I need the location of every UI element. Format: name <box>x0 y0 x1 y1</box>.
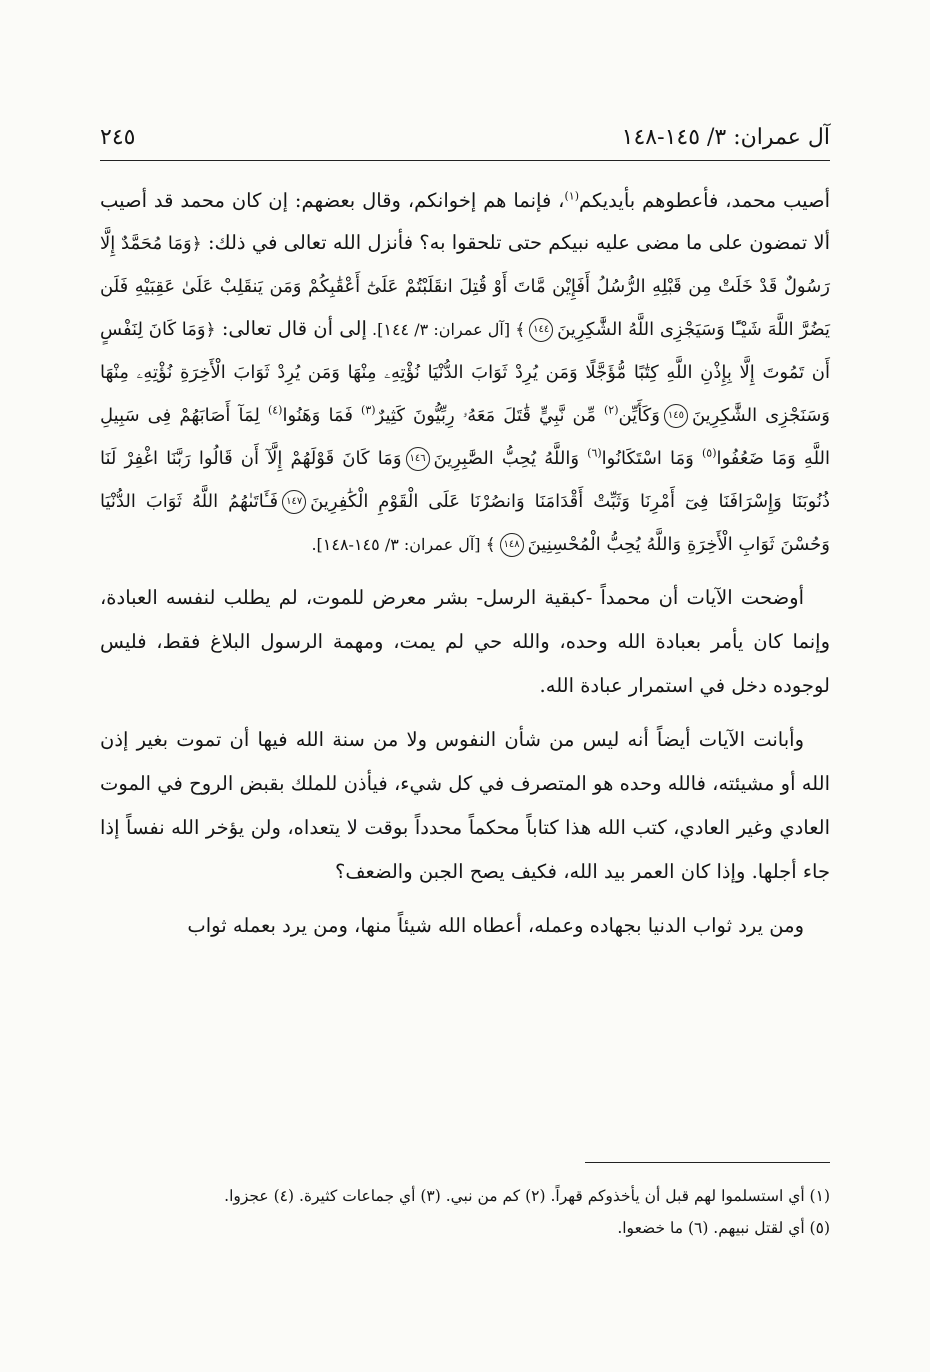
verse-number-marker: ١٤٤ <box>529 318 553 342</box>
quran-verse-146: مِّن نَّبِيٍّ قَٰتَلَ مَعَهُۥ رِبِّيُّونَ كَثِيرٌ <box>375 405 604 426</box>
body-text <box>100 180 830 948</box>
surah-citation: [آل عمران: ٣/ ١٤٤]. <box>366 320 516 339</box>
footnotes <box>100 1180 830 1244</box>
footnote-ref-1: (١) <box>564 189 579 203</box>
verse-number-marker: ١٤٥ <box>664 404 688 428</box>
running-header <box>100 120 830 160</box>
footnote-ref-6: (٦) <box>587 446 602 460</box>
quran-verse-146: وَمَا اسْتَكَانُوا <box>601 448 702 469</box>
quran-verse-146: فَمَا وَهَنُوا <box>282 405 362 426</box>
ornate-bracket-close: ﴾ <box>485 535 496 555</box>
paragraph-commentary-1: أوضحت الآيات أن محمداً -كبقية الرسل- بشر معرض للموت، لم يطلب لنفسه العبادة، وإنما كان يأمر بعبادة الله وحده، والله حي لم يمت، ومهمة الرسول البلاغ فقط، فليس لوجوده دخل في استمرار عبادة الله. <box>100 586 830 697</box>
text-span: أصيب محمد، فأعطوهم بأيديكم <box>579 189 830 212</box>
verse-number-marker: ١٤٧ <box>282 490 306 514</box>
running-header-title: آل عمران: ٣/ ١٤٥-١٤٨ <box>621 125 830 150</box>
quran-verse-144: وَمَا مُحَمَّدٌ إِلَّا رَسُولٌ قَدْ خَلَتْ مِن قَبْلِهِ الرُّسُلُ أَفَإِيْن مَّاتَ أَوْ قُتِلَ انقَلَبْتُمْ عَلَىٰٓ أَعْقَٰبِكُمْ وَمَن يَنقَلِبْ عَلَىٰ عَقِبَيْهِ فَلَن يَضُرَّ اللَّهَ شَيْـًٔا وَسَيَجْزِى اللَّهُ الشَّٰكِرِينَ <box>100 233 831 340</box>
ornate-bracket-close: ﴾ <box>515 320 526 340</box>
footnote-separator <box>585 1162 830 1163</box>
surah-citation: [آل عمران: ٣/ ١٤٥-١٤٨]. <box>311 535 486 554</box>
footnote-line: (١) أي استسلموا لهم قبل أن يأخذوكم قهراً. (٢) كم من نبي. (٣) أي جماعات كثيرة. (٤) عجزوا. <box>224 1187 830 1205</box>
page-number: ٢٤٥ <box>100 125 136 150</box>
verse-number-marker: ١٤٦ <box>406 447 430 471</box>
verse-number-marker: ١٤٨ <box>500 533 524 557</box>
text-span: ، فإنما هم إخوانكم، وقال بعضهم: إن كان محمد قد أصيب ألا تمضون على ما مضى عليه نبيكم حتى تلحقوا به؟ فأنزل الله تعالى في ذلك: <box>100 189 830 254</box>
footnote-ref-5: (٥) <box>701 446 717 460</box>
text-span: إلى أن قال تعالى: <box>215 317 367 340</box>
quran-verse-146: وَاللَّهُ يُحِبُّ الصَّٰبِرِينَ <box>433 448 588 469</box>
quran-verse-148: فَـَٔاتَىٰهُمُ اللَّهُ ثَوَابَ الدُّنْيَا وَحُسْنَ ثَوَابِ الْأَخِرَةِ وَاللَّهُ يُحِبُّ الْمُحْسِنِينَ <box>100 491 830 555</box>
footnote-ref-2: (٢) <box>603 403 619 417</box>
ornate-bracket-open: ﴿ <box>205 320 216 340</box>
quran-verse-146: وَكَأَيِّن <box>618 405 660 426</box>
paragraph-commentary-2: وأبانت الآيات أيضاً أنه ليس من شأن النفوس ولا من سنة الله فيها أن تموت بغير إذن الله أو مشيئته، فالله وحده هو المتصرف في كل شيء، فيأذن للملك بقبض الروح في الموت العادي وغير العادي، كتب الله هذا كتاباً محكماً محدداً بوقت لا يتعداه، ولن يؤخر الله نفساً إذا جاء أجلها. وإذا كان العمر بيد الله، فكيف يصح الجبن والضعف؟ <box>100 728 830 883</box>
quran-verse-145: وَمَا كَانَ لِنَفْسٍ أَن تَمُوتَ إِلَّا بِإِذْنِ اللَّهِ كِتَٰبًا مُّؤَجَّلًا وَمَن يُرِدْ ثَوَابَ الدُّنْيَا نُؤْتِهِۦ مِنْهَا وَمَن يُرِدْ ثَوَابَ الْأَخِرَةِ نُؤْتِهِۦ مِنْهَا وَسَنَجْزِى الشَّٰكِرِينَ <box>100 319 831 426</box>
paragraph-quran-quote <box>100 180 830 566</box>
quran-verse-146: لِمَآ أَصَابَهُمْ فِى سَبِيلِ اللَّهِ وَمَا ضَعُفُوا <box>100 405 831 469</box>
footnote-line: (٥) أي لقتل نبيهم. (٦) ما خضعوا. <box>617 1219 830 1237</box>
quran-verse-147: وَمَا كَانَ قَوْلَهُمْ إِلَّآ أَن قَالُوا رَبَّنَا اغْفِرْ لَنَا ذُنُوبَنَا وَإِسْرَافَنَا فِىٓ أَمْرِنَا وَثَبِّتْ أَقْدَامَنَا وَانصُرْنَا عَلَى الْقَوْمِ الْكَٰفِرِينَ <box>100 448 830 512</box>
footnote-ref-3: (٣) <box>361 403 376 417</box>
footnote-ref-4: (٤) <box>267 403 283 417</box>
ornate-bracket-open: ﴿ <box>191 234 202 254</box>
header-rule <box>100 160 830 161</box>
paragraph-commentary-3: ومن يرد ثواب الدنيا بجهاده وعمله، أعطاه الله شيئاً منها، ومن يرد بعمله ثواب <box>187 914 804 937</box>
